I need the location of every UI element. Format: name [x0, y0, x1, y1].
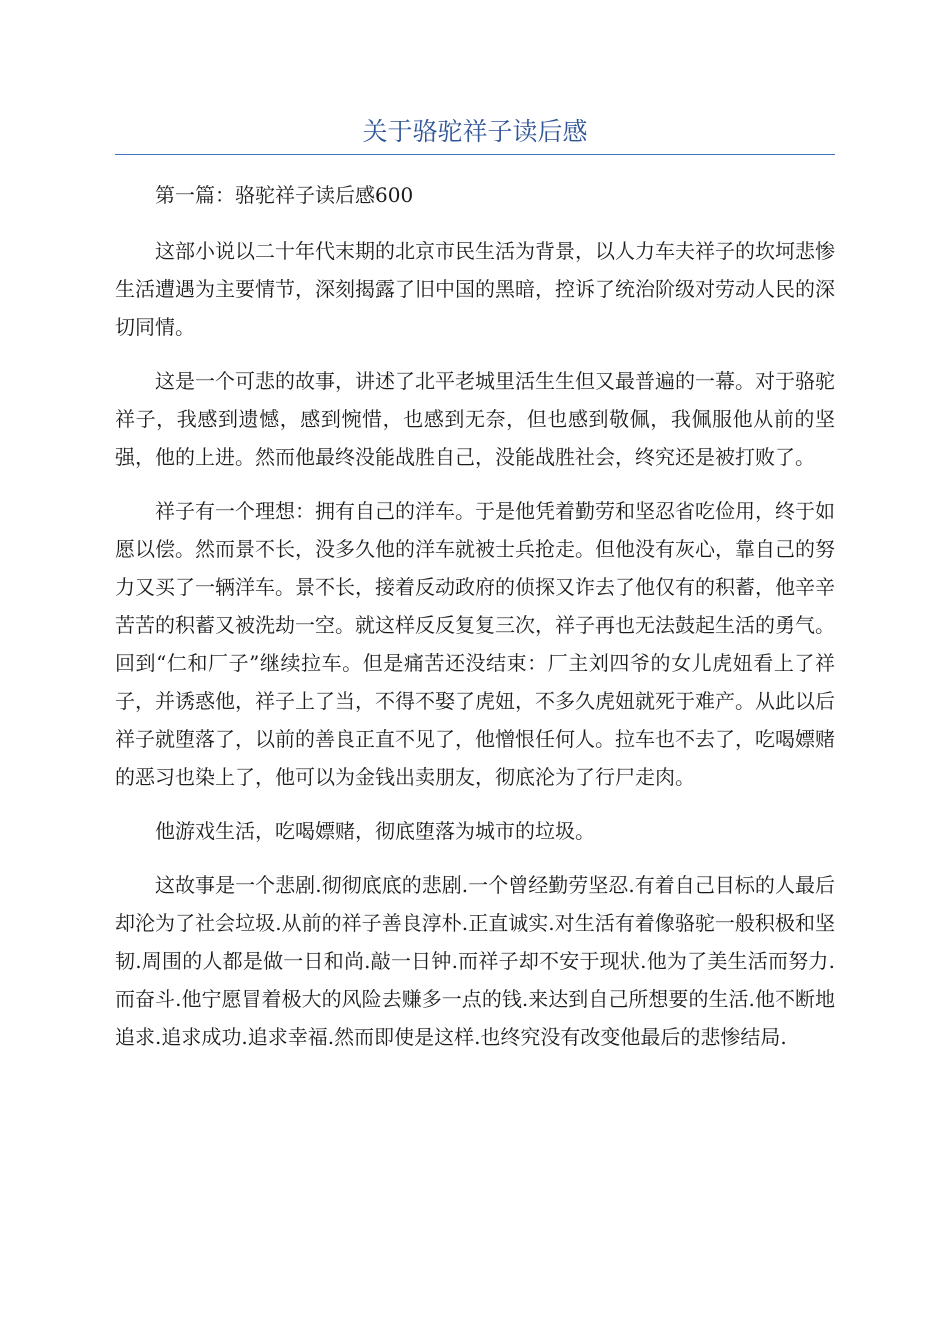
title-underline: [115, 154, 835, 155]
paragraph-4: 他游戏生活，吃喝嫖赌，彻底堕落为城市的垃圾。: [155, 819, 595, 843]
document-body: [115, 176, 835, 1072]
document-title: 关于骆驼祥子读后感: [362, 117, 588, 146]
paragraph-2: 这是一个可悲的故事，讲述了北平老城里活生生但又最普遍的一幕。对于骆驼祥子，我感到遗憾，感到惋惜，也感到无奈，但也感到敬佩，我佩服他从前的坚强，他的上进。然而他最终没能战胜自己，没能战胜社会，终究还是被打败了。: [115, 369, 835, 469]
paragraph-5: 这故事是一个悲剧.彻彻底底的悲剧.一个曾经勤劳坚忍.有着自己目标的人最后却沦为了社会垃圾.从前的祥子善良淳朴.正直诚实.对生活有着像骆驼一般积极和坚韧.周围的人都是做一日和尚.敲一日钟.而祥子却不安于现状.他为了美生活而努力.而奋斗.他宁愿冒着极大的风险去赚多一点的钱.来达到自己所想要的生活.他不断地追求.追求成功.追求幸福.然而即使是这样.也终究没有改变他最后的悲惨结局.: [115, 873, 835, 1049]
paragraph-1: 这部小说以二十年代末期的北京市民生活为背景，以人力车夫祥子的坎坷悲惨生活遭遇为主要情节，深刻揭露了旧中国的黑暗，控诉了统治阶级对劳动人民的深切同情。: [115, 239, 835, 339]
section-heading: 第一篇：骆驼祥子读后感600: [155, 183, 414, 207]
paragraph-3: 祥子有一个理想：拥有自己的洋车。于是他凭着勤劳和坚忍省吃俭用，终于如愿以偿。然而景不长，没多久他的洋车就被士兵抢走。但他没有灰心，靠自己的努力又买了一辆洋车。景不长，接着反动政府的侦探又诈去了他仅有的积蓄，他辛辛苦苦的积蓄又被洗劫一空。就这样反反复复三次，祥子再也无法鼓起生活的勇气。回到“仁和厂子”继续拉车。但是痛苦还没结束：厂主刘四爷的女儿虎妞看上了祥子，并诱惑他，祥子上了当，不得不娶了虎妞，不多久虎妞就死于难产。从此以后祥子就堕落了，以前的善良正直不见了，他憎恨任何人。拉车也不去了，吃喝嫖赌的恶习也染上了，他可以为金钱出卖朋友，彻底沦为了行尸走肉。: [115, 499, 835, 789]
